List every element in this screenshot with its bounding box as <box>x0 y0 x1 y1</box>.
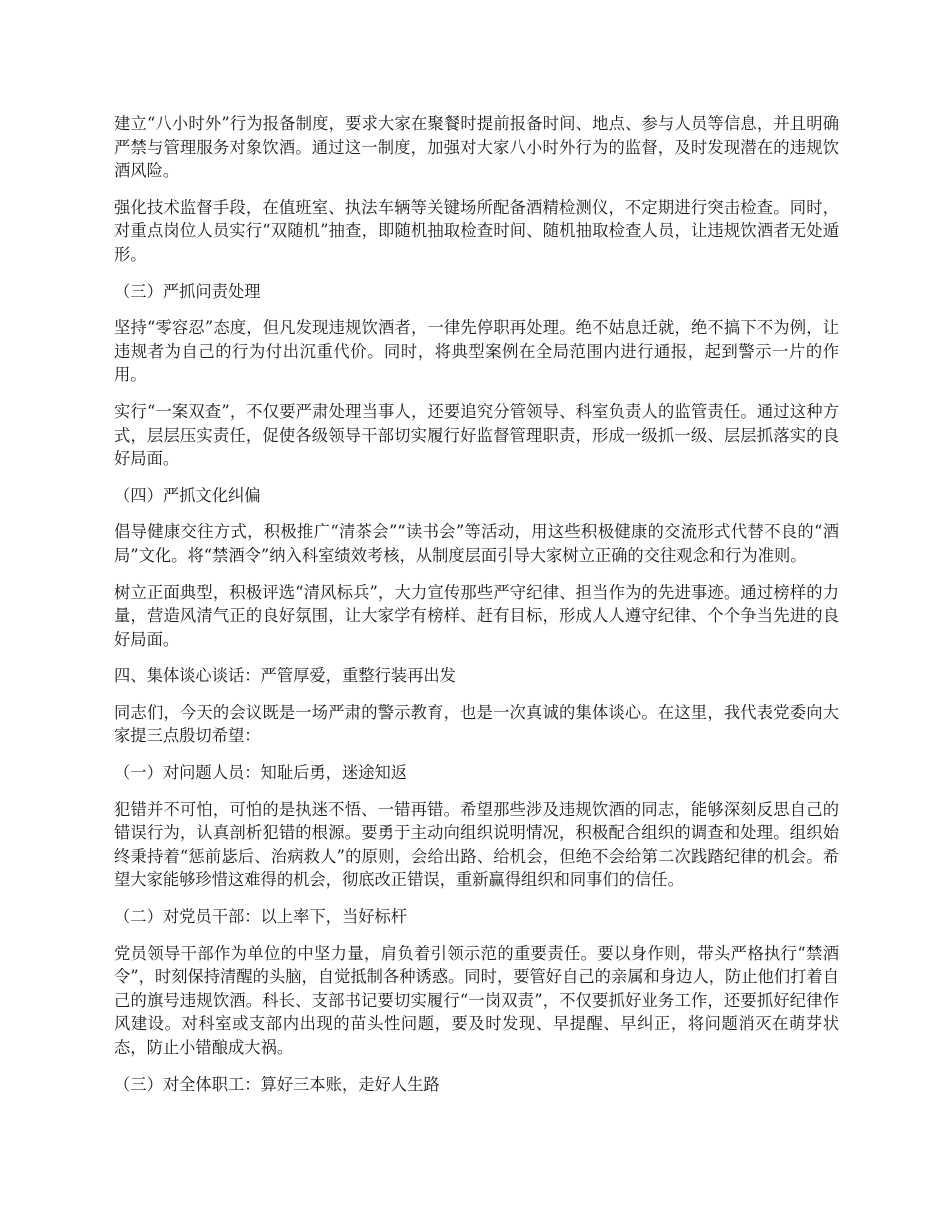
section-heading-culture: （四）严抓文化纠偏 <box>114 485 261 505</box>
subheading-problem-persons: （一）对问题人员：知耻后勇，迷途知返 <box>114 763 408 783</box>
section-heading-collective-talk: 四、集体谈心谈话：严管厚爱，重整行装再出发 <box>114 666 456 686</box>
paragraph-correct-mistakes: 犯错并不可怕，可怕的是执迷不悟、一错再错。希望那些涉及违规饮酒的同志，能够深刻反思自己的错误行为，认真剖析犯错的根源。要勇于主动向组织说明情况，积极配合组织的调查和处理。组织始终秉持着“惩前毖后、治病救人”的原则，会给出路、给机会，但绝不会给第二次践踏纪律的机会。希望大家能够珍惜这难得的机会，彻底改正错误，重新赢得组织和同事们的信任。 <box>114 799 839 890</box>
paragraph-role-models: 树立正面典型，积极评选“清风标兵”，大力宣传那些严守纪律、担当作为的先进事迹。通过榜样的力量，营造风清气正的良好氛围，让大家学有榜样、赶有目标，形成人人遵守纪律、个个争当先进的良好局面。 <box>114 582 839 649</box>
paragraph-comrades-intro: 同志们，今天的会议既是一场严肃的警示教育，也是一次真诚的集体谈心。在这里，我代表党委向大家提三点殷切希望： <box>114 702 839 746</box>
section-heading-accountability: （三）严抓问责处理 <box>114 281 261 301</box>
subheading-all-staff: （三）对全体职工：算好三本账，走好人生路 <box>114 1074 440 1094</box>
paragraph-dual-investigation: 实行“一案双查”，不仅要严肃处理当事人，还要追究分管领导、科室负责人的监管责任。通过这种方式，层层压实责任，促使各级领导干部切实履行好监督管理职责，形成一级抓一级、层层抓落实的良好局面。 <box>114 401 839 469</box>
paragraph-healthy-exchange: 倡导健康交往方式，积极推广“清茶会”“读书会”等活动，用这些积极健康的交流形式代替不良的“酒局”文化。将“禁酒令”纳入科室绩效考核，从制度层面引导大家树立正确的交往观念和行为准则。 <box>114 522 839 565</box>
paragraph-tech-supervision: 强化技术监督手段，在值班室、执法车辆等关键场所配备酒精检测仪，不定期进行突击检查。同时，对重点岗位人员实行“双随机”抽查，即随机抽取检查时间、随机抽取检查人员，让违规饮酒者无处遁形。 <box>114 197 839 264</box>
paragraph-zero-tolerance: 坚持“零容忍”态度，但凡发现违规饮酒者，一律先停职再处理。绝不姑息迁就，绝不搞下不为例，让违规者为自己的行为付出沉重代价。同时，将典型案例在全局范围内进行通报，起到警示一片的作用。 <box>114 318 839 385</box>
subheading-party-cadres: （二）对党员干部：以上率下，当好标杆 <box>114 907 408 927</box>
document-page <box>114 112 839 1109</box>
paragraph-lead-by-example: 党员领导干部作为单位的中坚力量，肩负着引领示范的重要责任。要以身作则，带头严格执行“禁酒令”，时刻保持清醒的头脑，自觉抵制各种诱惑。同时，要管好自己的亲属和身边人，防止他们打着自己的旗号违规饮酒。科长、支部书记要切实履行“一岗双责”，不仅要抓好业务工作，还要抓好纪律作风建设。对科室或支部内出现的苗头性问题，要及时发现、早提醒、早纠正，将问题消灭在萌芽状态，防止小错酿成大祸。 <box>114 943 839 1057</box>
paragraph-report-system: 建立“八小时外”行为报备制度，要求大家在聚餐时提前报备时间、地点、参与人员等信息，并且明确严禁与管理服务对象饮酒。通过这一制度，加强对大家八小时外行为的监督，及时发现潜在的违规饮酒风险。 <box>114 114 839 181</box>
